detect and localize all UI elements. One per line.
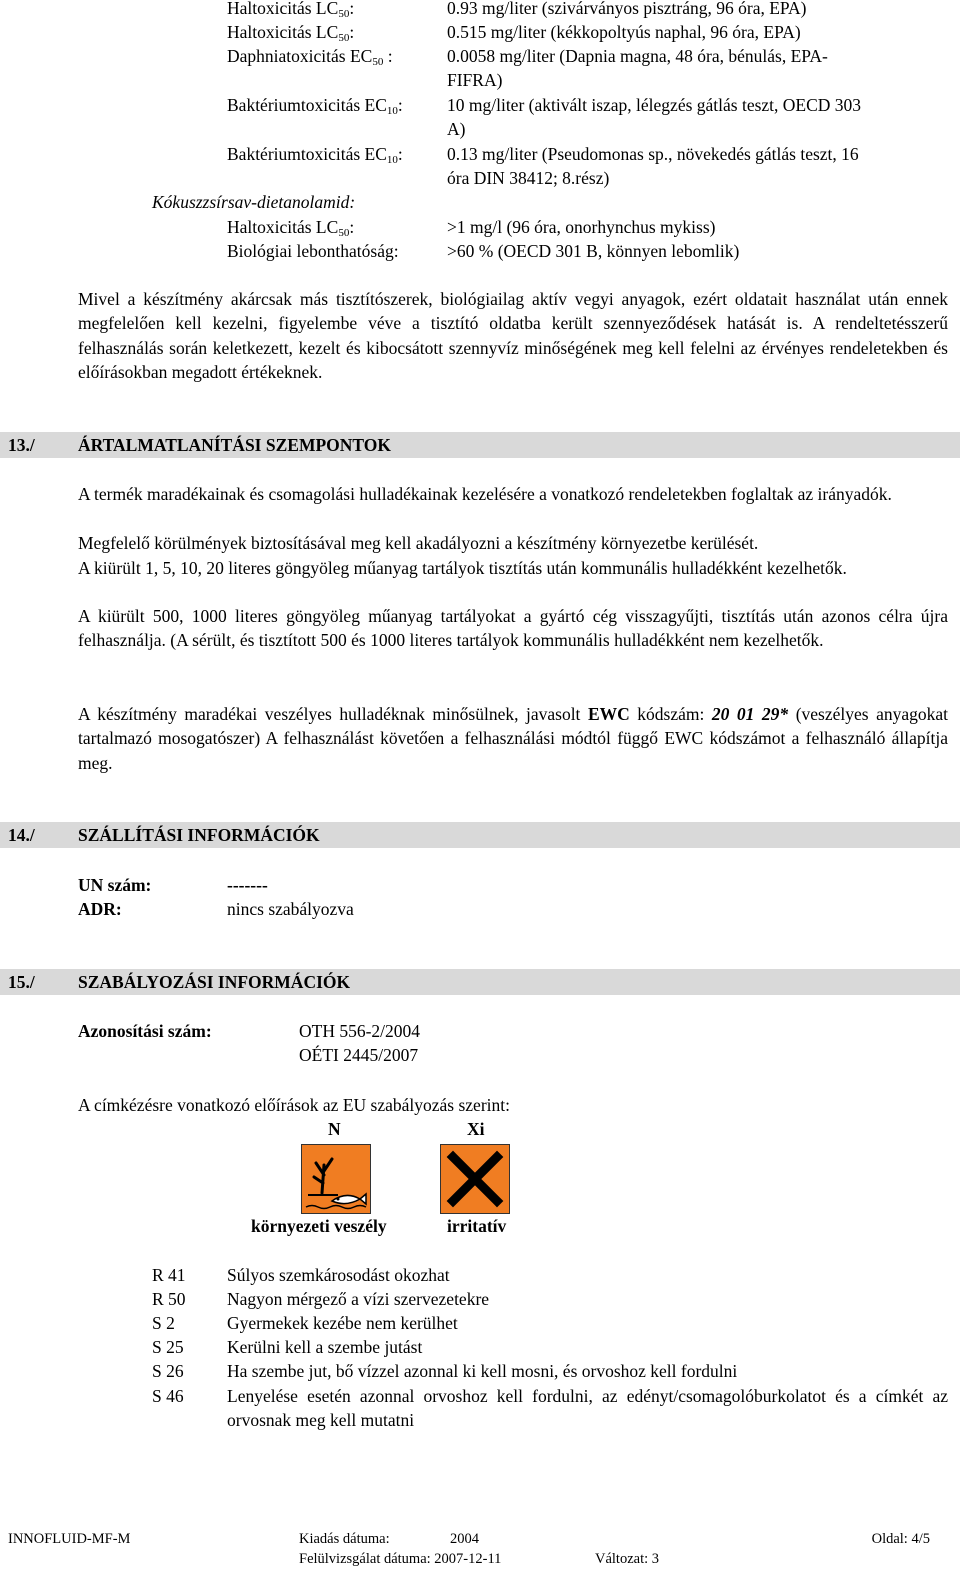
footer-issue-label: Kiadás dátuma: (299, 1531, 390, 1547)
disposal-paragraph: A termék maradékainak és csomagolási hulladékainak kezelésére a vonatkozó rendeletekben foglaltak az irányadók. (78, 484, 892, 504)
ecotox-label: Biológiai lebonthatóság: (227, 241, 399, 261)
phrase-code: S 25 (152, 1337, 184, 1357)
id-number-label: Azonosítási szám: (78, 1021, 212, 1041)
irritant-x-icon (440, 1144, 510, 1214)
environment-hazard-icon (301, 1144, 371, 1214)
ecotox-value: 10 mg/liter (aktivált iszap, lélegzés gátlás teszt, OECD 303 (447, 95, 862, 115)
ecotox-value: >1 mg/l (96 óra, onorhynchus mykiss) (447, 217, 716, 237)
ecotox-subheading: Kókuszzsírsav-dietanolamid: (152, 192, 356, 212)
ecotox-value: 0.515 mg/liter (kékkopoltyús naphal, 96 óra, EPA) (447, 22, 801, 42)
phrase-text: Gyermekek kezébe nem kerülhet (227, 1313, 458, 1333)
ecotox-value-cont: óra DIN 38412; 8.rész) (447, 168, 610, 188)
ecotox-label: Baktériumtoxicitás $EC_{10}$: (227, 95, 403, 117)
section-number: 14./ (8, 825, 35, 845)
phrase-text: Lenyelése esetén azonnal orvoshoz kell fordulni, az edényt/csomagolóburkolatot és a címkét az orvosnak meg kell mutatni (227, 1386, 948, 1430)
symbol-caption: irritatív (447, 1216, 507, 1236)
phrase-code: R 50 (152, 1289, 186, 1309)
ecotox-value: 0.0058 mg/liter (Dapnia magna, 48 óra, bénulás, EPA- (447, 46, 828, 66)
ewc-label: EWC (587, 704, 630, 724)
section-title: SZABÁLYOZÁSI INFORMÁCIÓK (78, 972, 351, 992)
ecotox-value: 0.13 mg/liter (Pseudomonas sp., növekedés gátlás teszt, 16 (447, 144, 859, 164)
section-15-header (0, 969, 960, 995)
section-14-header (0, 822, 960, 848)
ecotox-value: >60 % (OECD 301 B, könnyen lebomlik) (447, 241, 740, 261)
un-number-value: ------- (227, 875, 268, 895)
disposal-paragraph: Megfelelő körülmények biztosításával meg kell akadályozni a készítmény környezetbe kerülését. (78, 533, 759, 553)
ecotox-value-cont: FIFRA) (447, 70, 503, 90)
symbol-caption: környezeti veszély (251, 1216, 387, 1236)
ecotox-label: Haltoxicitás $LC_{50}$: (227, 217, 355, 239)
phrase-code: S 46 (152, 1386, 184, 1406)
id-number-value: OÉTI 2445/2007 (299, 1045, 419, 1065)
phrase-text: Súlyos szemkárosodást okozhat (227, 1265, 450, 1285)
ewc-code: 20 01 29* (711, 704, 789, 724)
ecotox-label: Haltoxicitás $LC_{50}$: (227, 22, 355, 44)
phrase-code: S 2 (152, 1313, 175, 1333)
section-number: 13./ (8, 435, 35, 455)
disposal-paragraph: A kiürült 500, 1000 literes göngyöleg műanyag tartályokat a gyártó cég visszagyűjti, tisztítás után azonos célra újra felhasználja. (A sérült, és tisztított 500 és 1000 literes tartályok kommunális hulladékként nem kezelhetők. (78, 606, 948, 651)
phrase-code: S 26 (152, 1361, 184, 1381)
section-13-header (0, 432, 960, 458)
ewc-paragraph: A készítmény maradékai veszélyes hulladéknak minősülnek, javasolt EWC kódszám: 20 01 29* (veszélyes anyagokat tartalmazó mosogatószer) A felhasználást követően a felhasználási módtól függő EWC kódszámot a felhasználó állapítja meg. (78, 704, 949, 773)
footer-issue-value: 2004 (450, 1531, 479, 1547)
ecotox-label: Daphniatoxicitás $EC_{50}$ : (227, 46, 393, 68)
id-number-value: OTH 556-2/2004 (299, 1021, 421, 1041)
ecotox-value: 0.93 mg/liter (szivárványos pisztráng, 96 óra, EPA) (447, 0, 807, 18)
symbol-letter: N (328, 1119, 341, 1139)
phrase-text: Nagyon mérgező a vízi szervezetekre (227, 1289, 490, 1309)
adr-value: nincs szabályozva (227, 899, 354, 919)
labelling-intro: A címkézésre vonatkozó előírások az EU szabályozás szerint: (78, 1095, 510, 1115)
adr-label: ADR: (78, 899, 122, 919)
footer-review-date: Felülvizsgálat dátuma: 2007-12-11 (299, 1551, 502, 1567)
footer-page-number: Oldal: 4/5 (871, 1531, 930, 1547)
phrase-text: Kerülni kell a szembe jutást (227, 1337, 423, 1357)
un-number-label: UN szám: (78, 875, 152, 895)
disposal-paragraph: A kiürült 1, 5, 10, 20 literes göngyöleg műanyag tartályok tisztítás után kommunális hulladékként kezelhetők. (78, 558, 847, 578)
ecotox-label: Haltoxicitás $LC_{50}$: (227, 0, 355, 20)
footer-version: Változat: 3 (595, 1551, 660, 1567)
phrase-code: R 41 (152, 1265, 186, 1285)
section-title: ÁRTALMATLANÍTÁSI SZEMPONTOK (78, 435, 391, 455)
section-title: SZÁLLÍTÁSI INFORMÁCIÓK (78, 825, 320, 845)
ecotox-label: Baktériumtoxicitás $EC_{10}$: (227, 144, 403, 166)
ecotox-value-cont: A) (447, 119, 466, 139)
phrase-text: Ha szembe jut, bő vízzel azonnal ki kell mosni, és orvoshoz kell fordulni (227, 1361, 738, 1381)
eco-paragraph: Mivel a készítmény akárcsak más tisztítószerek, biológiailag aktív vegyi anyagok, ezért oldatait használat után ennek megfelelően kell kezelni, figyelembe véve a tisztító oldatba került szennyeződések hatását is. A rendeltetésszerű felhasználás során keletkezett, kezelt és kibocsátott szennyvíz minőségének meg kell felelni az érvényes rendeletekben és előírásokban megadott értékeknek. (78, 289, 948, 382)
symbol-letter: Xi (467, 1119, 485, 1139)
section-number: 15./ (8, 972, 35, 992)
footer-product: INNOFLUID-MF-M (8, 1531, 131, 1547)
